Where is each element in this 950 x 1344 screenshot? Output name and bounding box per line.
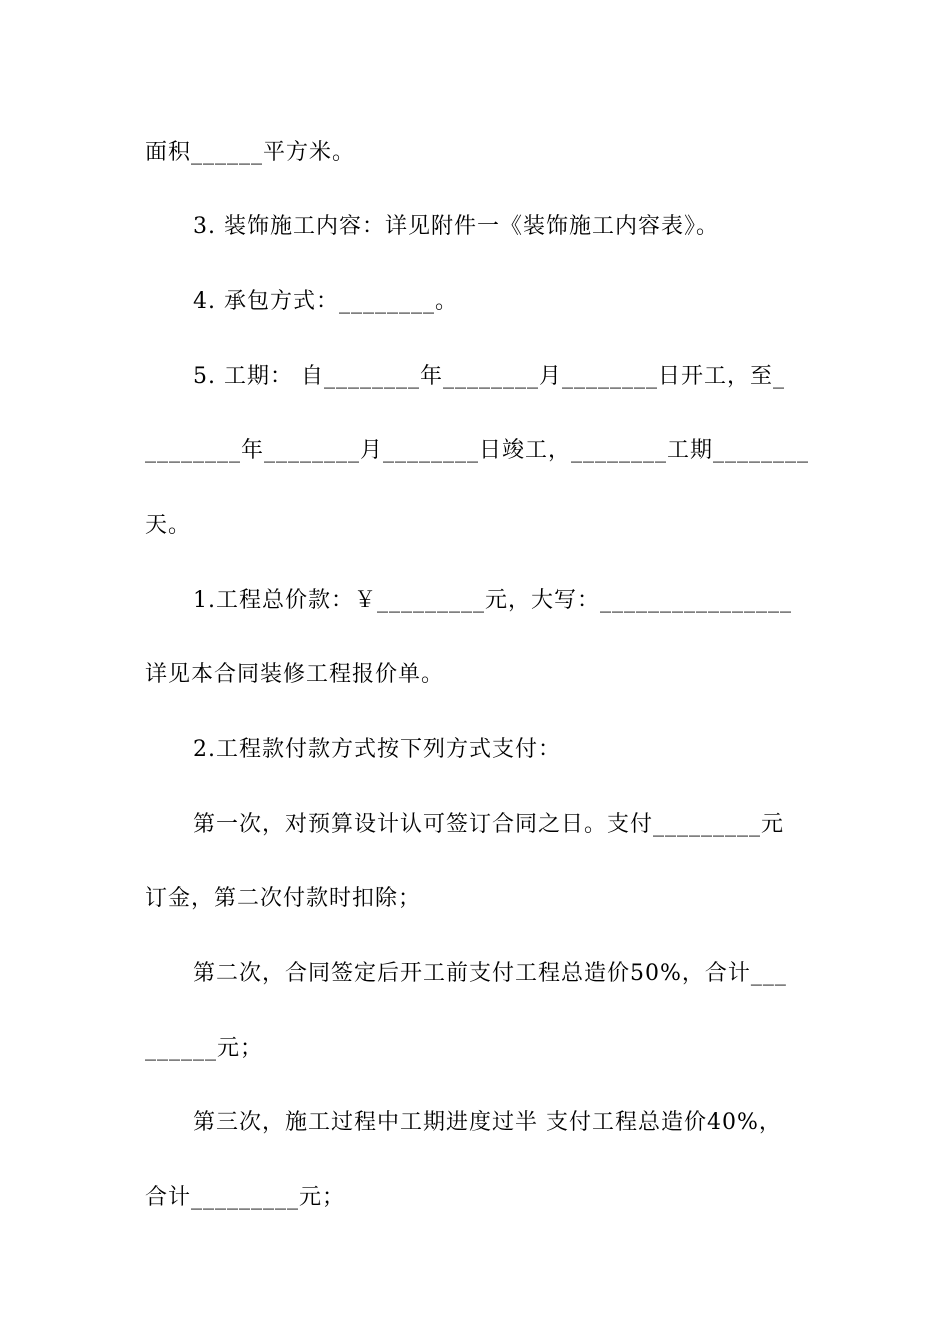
text-line-decoration-content: 3. 装饰施工内容：详见附件一《装饰施工内容表》。 bbox=[193, 214, 719, 239]
text-line-deposit: 订金，第二次付款时扣除； bbox=[145, 886, 422, 911]
text-line-schedule-start: 5. 工期： 自________年________月________日开工，至_ bbox=[193, 364, 785, 389]
text-line-payment-method: 2.工程款付款方式按下列方式支付： bbox=[193, 737, 561, 762]
text-line-contract-method: 4. 承包方式：________。 bbox=[193, 289, 458, 314]
text-line-third-payment: 第三次，施工过程中工期进度过半 支付工程总造价40%， bbox=[193, 1110, 782, 1135]
text-line-total-price: 1.工程总价款：￥_________元，大写：________________ bbox=[193, 588, 792, 613]
text-line-second-amount: ______元； bbox=[145, 1036, 264, 1061]
text-line-first-payment: 第一次，对预算设计认可签订合同之日。支付_________元 bbox=[193, 812, 785, 837]
text-line-schedule-end: ________年________月________日竣工，________工期________ bbox=[145, 438, 810, 463]
text-line-price-detail: 详见本合同装修工程报价单。 bbox=[145, 662, 445, 687]
text-line-third-amount: 合计_________元； bbox=[145, 1185, 346, 1210]
text-line-area: 面积______平方米。 bbox=[145, 140, 356, 165]
text-line-second-payment: 第二次，合同签定后开工前支付工程总造价50%，合计___ bbox=[193, 961, 787, 986]
text-line-days: 天。 bbox=[145, 513, 192, 538]
